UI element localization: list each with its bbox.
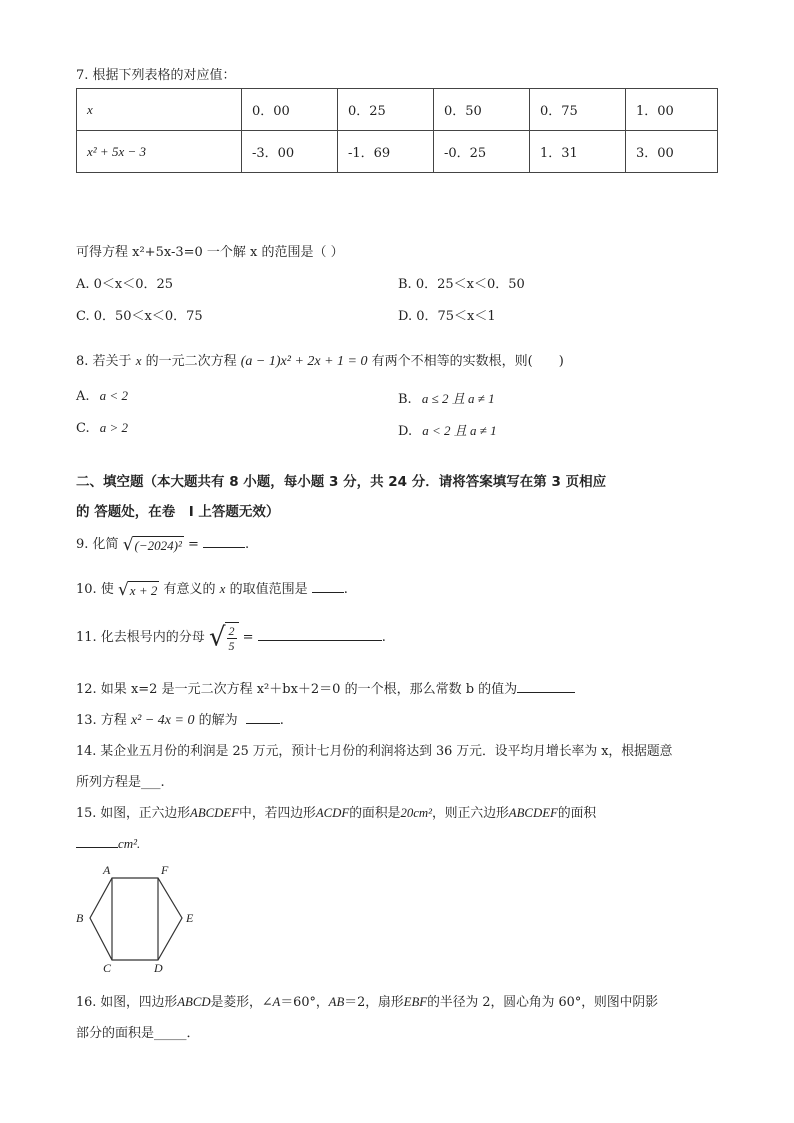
q15-text-d: ，则正六边形 [432, 806, 509, 821]
q10 [76, 578, 348, 600]
q8-option-b-text: a ≤ 2 且 a ≠ 1 [421, 391, 495, 406]
q15-text-c: 的面积是 [349, 806, 401, 821]
q15-line1 [76, 802, 596, 821]
q10-radical: √x + 2 [117, 579, 158, 600]
x-value-4: 1．00 [626, 89, 718, 131]
q14-line1: 14. 某企业五月份的利润是 25 万元，预计七月份的利润将达到 36 万元．设平均月增长率为 x，根据题意 [76, 744, 673, 759]
q9-radicand: (−2024)² [134, 537, 182, 553]
q13-end: . [279, 713, 284, 728]
q16-angle-a: A [272, 995, 281, 1009]
q9 [76, 533, 249, 555]
table-row [77, 131, 718, 173]
q13-answer-blank[interactable] [246, 709, 280, 724]
q13 [76, 709, 284, 729]
q13-prefix: 13. 方程 [76, 713, 127, 728]
q7-option-c: C. 0．50＜x＜0．75 [76, 309, 203, 324]
q11-denominator: 5 [228, 639, 235, 653]
q10-radicand: x + 2 [129, 582, 158, 598]
q15-text-a: 15. 如图，正六边形 [76, 806, 190, 821]
q12-answer-blank[interactable] [517, 678, 575, 693]
q15-text-e: 的面积 [557, 806, 597, 821]
f-value-2: -0．25 [434, 131, 530, 173]
q11-equals: = [242, 630, 254, 645]
q10-end: . [343, 582, 348, 597]
row-label-x: x [77, 89, 242, 131]
q16-text-b: 是菱形，∠ [210, 995, 273, 1010]
q10-prefix: 10. 使 [76, 582, 114, 597]
q8-option-d-label: D. [398, 424, 413, 439]
q9-answer-blank[interactable] [203, 533, 245, 548]
q8-stem [76, 350, 564, 370]
label-d: D [154, 961, 163, 975]
hexagon-outline [90, 878, 182, 960]
q8-option-a-label: A. [76, 389, 90, 404]
f-value-0: -3．00 [242, 131, 338, 173]
q16-text-a: 16. 如图，四边形 [76, 995, 178, 1010]
q11 [76, 622, 386, 653]
x-value-2: 0．50 [434, 89, 530, 131]
q13-equation: x² − 4x = 0 [130, 713, 195, 728]
q8-option-b [398, 388, 495, 407]
q7-option-d: D. 0．75＜x＜1 [398, 309, 496, 324]
label-f: F [161, 863, 169, 877]
q16-sector-name: EBF [403, 995, 428, 1009]
q7-question: 可得方程 x²+5x-3=0 一个解 x 的范围是（ ） [76, 245, 344, 260]
q11-radical: √ $\frac{2}{5}$ [209, 622, 239, 653]
q16-text-e: 的半径为 2，圆心角为 60°，则图中阴影 [427, 995, 659, 1010]
q8-option-b-label: B. [398, 392, 412, 407]
q14-line2: 所列方程是___. [76, 775, 165, 790]
q10-var: x [219, 581, 226, 596]
x-value-0: 0．00 [242, 89, 338, 131]
q8-option-d-text: a < 2 且 a ≠ 1 [422, 423, 497, 438]
q15-answer-blank[interactable] [76, 833, 118, 848]
q10-answer-blank[interactable] [312, 578, 344, 593]
q15-hexagon-name-2: ABCDEF [508, 806, 558, 820]
q13-suffix: 的解为 [198, 713, 238, 728]
f-value-4: 3．00 [626, 131, 718, 173]
q8-option-d [398, 420, 497, 439]
table-row [77, 89, 718, 131]
q8-prefix: 8. 若关于 [76, 354, 132, 369]
q16-line1 [76, 991, 658, 1010]
q8-option-c [76, 420, 128, 436]
q7-stem: 7. 根据下列表格的对应值： [76, 68, 236, 83]
q16-text-d: ＝2，扇形 [344, 995, 404, 1010]
q15-hexagon-name: ABCDEF [190, 806, 240, 820]
hexagon-figure [70, 860, 210, 980]
x-value-3: 0．75 [530, 89, 626, 131]
q8-option-c-text: a > 2 [99, 420, 129, 435]
q15-unit: cm². [118, 836, 141, 851]
q16-quad-name: ABCD [177, 995, 211, 1009]
q8-mid: 的一元二次方程 [145, 354, 237, 369]
q7-option-b: B. 0．25＜x＜0．50 [398, 277, 525, 292]
label-a: A [103, 863, 111, 877]
section-heading-line1: 二、填空题（本大题共有 8 小题，每小题 3 分，共 24 分．请将答案填写在第 3 页相应 [76, 474, 607, 490]
q8-suffix: 有两个不相等的实数根，则( ) [371, 354, 564, 369]
q10-mid: 有意义的 [163, 582, 216, 597]
q15-quad-name: ACDF [315, 806, 350, 820]
q16-segment-ab: AB [328, 995, 345, 1009]
section-heading-line2: 的 答题处，在卷 I 上答题无效） [76, 504, 280, 520]
q9-prefix: 9. 化简 [76, 537, 119, 552]
label-b: B [76, 911, 84, 925]
q8-option-a [76, 388, 128, 404]
row-label-f: x² + 5x − 3 [77, 131, 242, 173]
f-value-1: -1．69 [338, 131, 434, 173]
q8-option-a-text: a < 2 [99, 388, 128, 403]
q15-area: 20cm² [400, 806, 432, 820]
q11-prefix: 11. 化去根号内的分母 [76, 630, 205, 645]
q8-equation: (a − 1)x² + 2x + 1 = 0 [240, 354, 368, 369]
q8-var: x [135, 353, 142, 368]
q9-equals: = [188, 537, 199, 552]
f-value-3: 1．31 [530, 131, 626, 173]
label-c: C [103, 961, 112, 975]
value-table [76, 88, 718, 173]
q12-text: 12. 如果 x=2 是一元二次方程 x²＋bx＋2＝0 的一个根，那么常数 b 的值为 [76, 682, 518, 697]
q16-line2: 部分的面积是_____． [76, 1026, 200, 1041]
q7-option-a: A. 0＜x＜0．25 [76, 277, 174, 292]
x-value-1: 0．25 [338, 89, 434, 131]
label-e: E [186, 911, 194, 925]
q11-end: . [381, 630, 386, 645]
q16-text-c: ＝60°， [280, 995, 329, 1010]
q8-option-c-label: C. [76, 421, 90, 436]
q12 [76, 678, 575, 697]
q11-numerator: 2 [228, 624, 235, 638]
q15-line2 [76, 833, 140, 852]
q9-end: . [245, 537, 250, 552]
q9-radical: √(−2024)² [122, 534, 182, 555]
q10-suffix: 的取值范围是 [229, 582, 308, 597]
q11-answer-blank[interactable] [258, 626, 382, 641]
q11-fraction [227, 624, 237, 653]
q15-text-b: 中，若四边形 [239, 806, 316, 821]
